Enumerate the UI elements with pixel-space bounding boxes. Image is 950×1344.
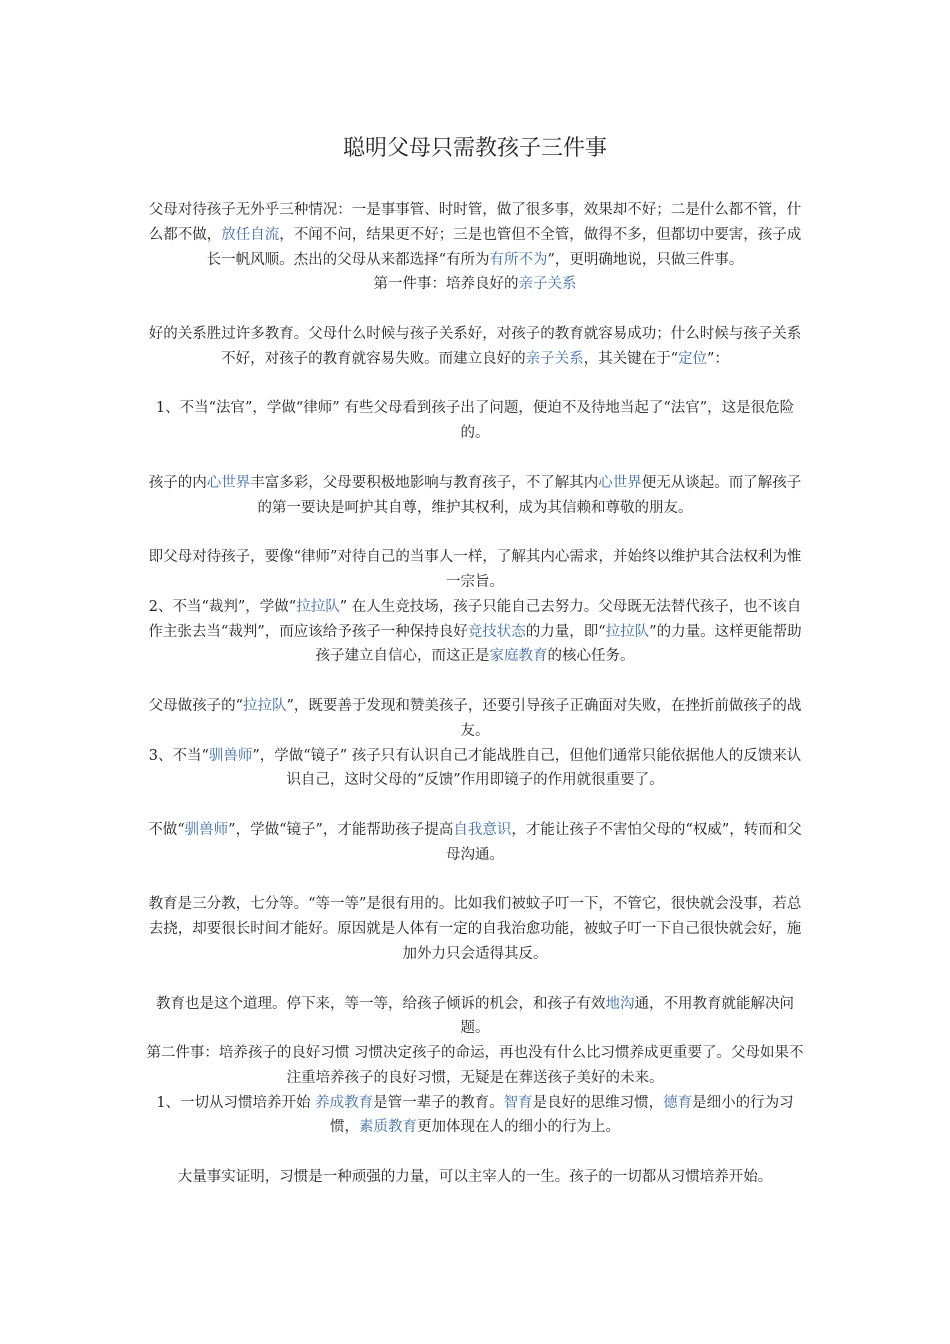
paragraph-text: 是管一辈子的教育。 <box>373 1094 504 1111</box>
keyword-link[interactable]: 自我意识 <box>453 821 512 838</box>
paragraph <box>143 545 807 595</box>
keyword-link[interactable]: 驯兽师 <box>184 821 229 838</box>
keyword-link[interactable]: 定位 <box>678 350 707 367</box>
paragraph-text: 的力量，即“ <box>525 623 606 640</box>
paragraph-text: 不做“ <box>148 821 185 838</box>
paragraph-text: 是细小的行为习惯， <box>330 1094 794 1136</box>
paragraph-text: ”，学做“镜子” 孩子只有认识自己才能战胜自己，但他们通常只能依据他人的反馈来认识自己，这时父母的“反馈”作用即镜子的作用就很重要了。 <box>252 747 802 789</box>
keyword-link[interactable]: 地沟 <box>605 995 635 1012</box>
document-title: 聪明父母只需教孩子三件事 <box>342 136 607 161</box>
paragraph <box>143 471 807 521</box>
keyword-link[interactable]: 养成教育 <box>315 1094 374 1111</box>
keyword-link[interactable]: 驯兽师 <box>208 747 253 764</box>
paragraph <box>143 396 807 446</box>
paragraph-text: ，才能让孩子不害怕父母的“权威”，转而和父母沟通。 <box>446 821 802 863</box>
keyword-link[interactable]: 德育 <box>663 1094 693 1111</box>
paragraph-text: ”： <box>707 350 729 367</box>
keyword-link[interactable]: 心世界 <box>598 474 642 491</box>
paragraph-text: 第二件事：培养孩子的良好习惯 习惯决定孩子的命运，再也没有什么比习惯养成更重要了。父母如果不注重培养孩子的良好习惯，无疑是在葬送孩子美好的未来。 <box>146 1045 804 1086</box>
paragraph <box>143 322 807 372</box>
paragraph-text: 2、不当“裁判”，学做“ <box>148 598 297 615</box>
document-body <box>143 198 807 1190</box>
paragraph-text: 1、一切从习惯培养开始 <box>156 1094 316 1111</box>
keyword-link[interactable]: 亲子关系 <box>525 350 584 367</box>
paragraph-text: 通，不用教育就能解决问题。 <box>460 995 794 1037</box>
paragraph <box>143 1041 807 1091</box>
paragraph-text: 的核心任务。 <box>547 648 635 665</box>
paragraph-text: ”，学做“镜子”，才能帮助孩子提高 <box>228 821 454 838</box>
paragraph-text: 3、不当“ <box>148 747 209 764</box>
keyword-link[interactable]: 亲子关系 <box>518 276 577 293</box>
paragraph-text: ”，更明确地说，只做三件事。 <box>547 251 744 268</box>
keyword-link[interactable]: 素质教育 <box>359 1119 417 1136</box>
paragraph-text: 教育是三分教，七分等。“等一等”是很有用的。比如我们被蚊子叮一下，不管它，很快就会没事，若总去挠，却要很长时间才能好。原因就是人体有一定的自我治愈功能，被蚊子叮一下自己很快就会好，施加外力只会适得其反。 <box>148 896 802 962</box>
paragraph <box>143 694 807 744</box>
paragraph-text: 1、不当“法官”，学做“律师” 有些父母看到孩子出了问题，便迫不及待地当起了“法官”，这是很危险的。 <box>155 400 795 442</box>
paragraph-text: 丰富多彩，父母要积极地影响与教育孩子，不了解其内 <box>250 474 599 491</box>
paragraph-text: 孩子的内 <box>148 474 207 491</box>
keyword-link[interactable]: 放任自流 <box>221 226 280 243</box>
paragraph-text: 更加体现在人的细小的行为上。 <box>417 1119 620 1136</box>
keyword-link[interactable]: 家庭教育 <box>489 648 548 665</box>
paragraph <box>143 744 807 794</box>
paragraph <box>143 818 807 868</box>
keyword-link[interactable]: 拉拉队 <box>296 598 340 615</box>
keyword-link[interactable]: 竞技状态 <box>467 623 526 640</box>
paragraph-text: 第一件事：培养良好的 <box>373 276 519 293</box>
paragraph-text: 便无从谈起。而了解孩子的第一要诀是呵护其自尊，维护其权利，成为其信赖和尊敬的朋友。 <box>257 474 802 516</box>
paragraph-text: 好的关系胜过许多教育。父母什么时候与孩子关系好，对孩子的教育就容易成功；什么时候与孩子关系不好，对孩子的教育就容易失败。而建立良好的 <box>148 325 802 367</box>
paragraph-text: 父母做孩子的“ <box>148 697 243 714</box>
paragraph <box>143 892 807 966</box>
paragraph <box>143 272 807 297</box>
paragraph <box>143 992 807 1042</box>
paragraph <box>143 595 807 669</box>
paragraph-text: 是良好的思维习惯， <box>532 1094 664 1111</box>
keyword-link[interactable]: 心世界 <box>206 474 251 491</box>
paragraph <box>143 198 807 272</box>
paragraph-text: 大量事实证明，习惯是一种顽强的力量，可以主宰人的一生。孩子的一切都从习惯培养开始。 <box>177 1169 773 1186</box>
keyword-link[interactable]: 有所不为 <box>489 251 548 268</box>
paragraph-text: ”的力量。这样更能帮助孩子建立自信心，而这正是 <box>315 623 802 665</box>
paragraph-text: ，不闻不问，结果更不好；三是也管但不全管，做得不多，但都切中要害，孩子成长一帆风顺。杰出的父母从来都选择“有所为 <box>206 226 802 268</box>
paragraph-text: ” 在人生竞技场，孩子只能自己去努力。父母既无法替代孩子，也不该自作主张去当“裁判”，而应该给予孩子一种保持良好 <box>148 598 802 640</box>
paragraph <box>143 1091 807 1141</box>
paragraph-text: 教育也是这个道理。停下来，等一等，给孩子倾诉的机会，和孩子有效 <box>156 995 606 1012</box>
paragraph-text: 父母对待孩子无外乎三种情况：一是事事管、时时管，做了很多事，效果却不好；二是什么都不管，什么都不做， <box>148 202 802 243</box>
keyword-link[interactable]: 智育 <box>503 1094 533 1111</box>
paragraph-text: ”，既要善于发现和赞美孩子，还要引导孩子正确面对失败，在挫折前做孩子的战友。 <box>286 697 802 739</box>
paragraph-text: 即父母对待孩子，要像“律师”对待自己的当事人一样，了解其内心需求，并始终以维护其合法权利为惟一宗旨。 <box>148 549 802 590</box>
paragraph-text: ，其关键在于“ <box>583 350 678 367</box>
paragraph <box>143 1165 807 1190</box>
keyword-link[interactable]: 拉拉队 <box>243 697 287 714</box>
keyword-link[interactable]: 拉拉队 <box>605 623 650 640</box>
